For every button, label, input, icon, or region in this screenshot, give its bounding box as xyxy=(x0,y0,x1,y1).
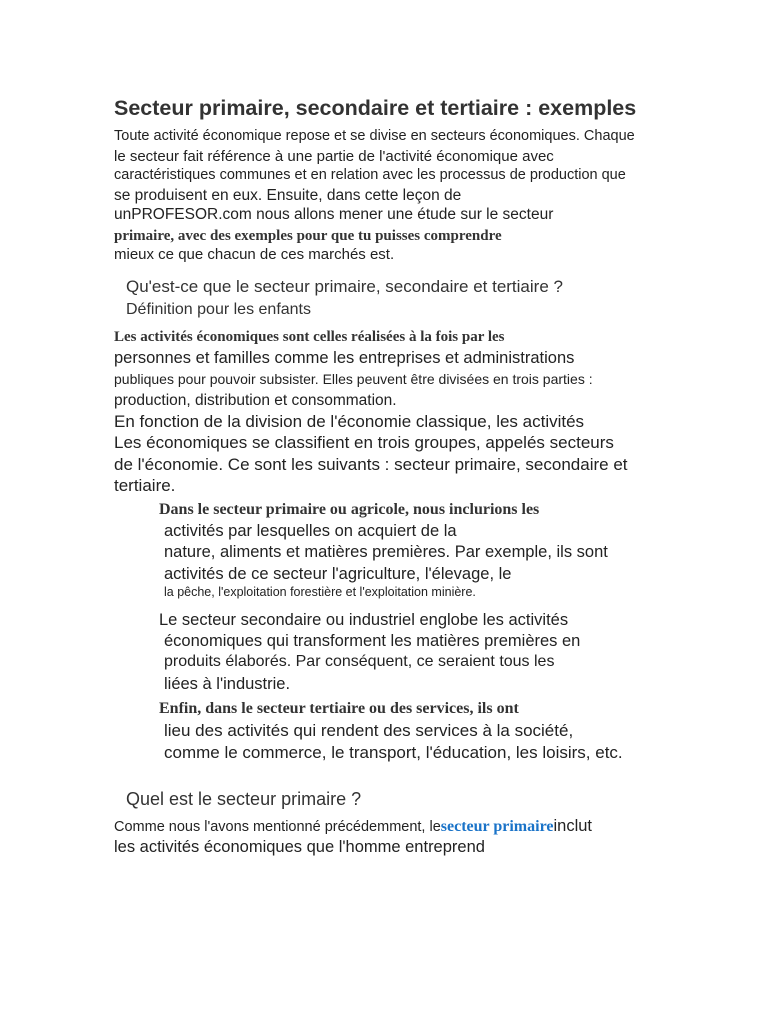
classification-line: de l'économie. Ce sont les suivants : secteur primaire, secondaire et xyxy=(114,455,628,474)
bullet-line: lieu des activités qui rendent des services à la société, xyxy=(164,721,574,740)
bullet-line xyxy=(144,700,519,718)
intro-line: caractéristiques communes et en relation avec les processus de production que xyxy=(114,167,626,183)
paragraph-text: inclut xyxy=(553,817,593,835)
classification-line: En fonction de la division de l'économie classique, les activités xyxy=(114,412,585,431)
bullet-line: la pêche, l'exploitation forestière et l'exploitation minière. xyxy=(164,585,476,599)
section-heading: Qu'est-ce que le secteur primaire, secondaire et tertiaire ? xyxy=(126,277,563,296)
intro-line: mieux ce que chacun de ces marchés est. xyxy=(114,246,395,263)
bullet-line xyxy=(144,501,539,519)
definition-line: personnes et familles comme les entreprises et administrations xyxy=(114,349,575,367)
classification-line: Les économiques se classifient en trois groupes, appelés secteurs xyxy=(114,433,614,452)
bullet-line: liées à l'industrie. xyxy=(164,675,291,693)
section-heading: Quel est le secteur primaire ? xyxy=(126,789,362,809)
bullet-line: produits élaborés. Par conséquent, ce seraient tous les xyxy=(164,653,555,670)
paragraph-line: les activités économiques que l'homme entreprend xyxy=(114,838,485,856)
definition-line: publiques pour pouvoir subsister. Elles peuvent être divisées en trois parties : xyxy=(114,371,593,387)
bullet-text: Le secteur secondaire ou industriel englobe les activités xyxy=(159,611,569,629)
section-subheading: Définition pour les enfants xyxy=(126,301,311,318)
intro-line: le secteur fait référence à une partie de l'activité économique avec xyxy=(114,148,554,165)
bullet-text: Dans le secteur primaire ou agricole, nous inclurions les xyxy=(159,501,540,518)
intro-line: unPROFESOR.com nous allons mener une étude sur le secteur xyxy=(114,206,554,223)
bullet-line: comme le commerce, le transport, l'éducation, les loisirs, etc. xyxy=(164,743,623,762)
intro-line: primaire, avec des exemples pour que tu puisses comprendre xyxy=(114,228,502,244)
bullet-line: nature, aliments et matières premières. Par exemple, ils sont xyxy=(164,543,608,561)
bullet-line: activités par lesquelles on acquiert de la xyxy=(164,522,457,540)
definition-line: Les activités économiques sont celles réalisées à la fois par les xyxy=(114,329,505,345)
bullet-line xyxy=(144,611,568,630)
paragraph-line xyxy=(114,817,592,836)
intro-line: Toute activité économique repose et se divise en secteurs économiques. Chaque xyxy=(114,128,635,144)
page-title: Secteur primaire, secondaire et tertiaire : exemples xyxy=(114,96,637,120)
classification-line: tertiaire. xyxy=(114,476,176,495)
bullet-line: économiques qui transforment les matières premières en xyxy=(164,632,581,650)
secteur-primaire-link[interactable]: secteur primaire xyxy=(440,818,554,835)
definition-line: production, distribution et consommation. xyxy=(114,392,397,409)
bullet-line: activités de ce secteur l'agriculture, l'élevage, le xyxy=(164,565,512,583)
bullet-text: Enfin, dans le secteur tertiaire ou des services, ils ont xyxy=(159,700,519,717)
intro-line: se produisent en eux. Ensuite, dans cette leçon de xyxy=(114,187,462,204)
paragraph-text: Comme nous l'avons mentionné précédemment, le xyxy=(114,819,441,835)
